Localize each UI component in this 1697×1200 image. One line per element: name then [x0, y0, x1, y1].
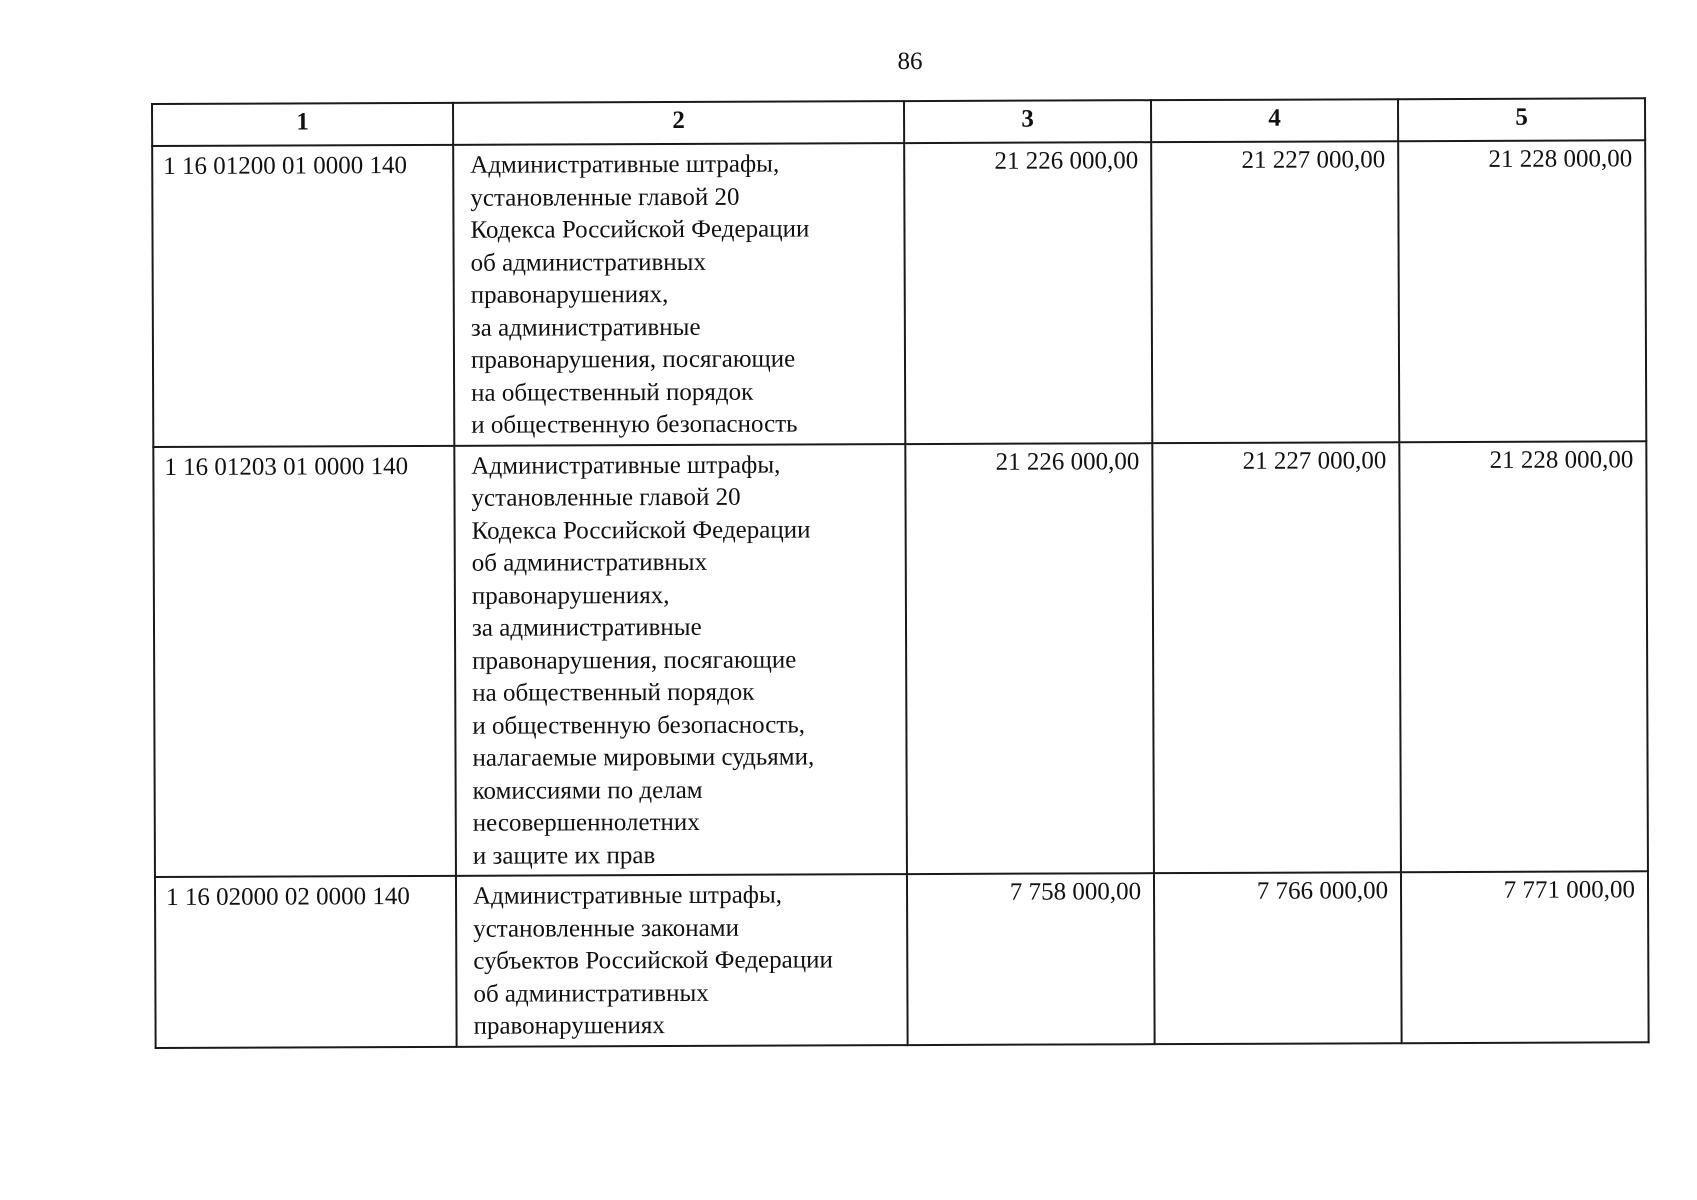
table-row: [152, 140, 1646, 446]
table-row: [153, 441, 1648, 877]
row-value-col3: 21 226 000,00: [904, 142, 1152, 443]
row-code: 1 16 01203 01 0000 140: [153, 445, 456, 877]
row-value-col5: 21 228 000,00: [1398, 140, 1646, 441]
revenue-table: [151, 97, 1650, 1048]
column-header-1: 1: [152, 103, 453, 146]
row-value-col3: 7 758 000,00: [907, 873, 1155, 1044]
column-header-4: 4: [1151, 99, 1398, 142]
row-value-col3: 21 226 000,00: [905, 443, 1154, 874]
row-value-col5: 21 228 000,00: [1399, 441, 1648, 872]
row-value-col4: 21 227 000,00: [1152, 442, 1401, 873]
row-value-col5: 7 771 000,00: [1401, 871, 1649, 1042]
row-code: 1 16 01200 01 0000 140: [152, 145, 454, 447]
row-code: 1 16 02000 02 0000 140: [155, 876, 457, 1048]
column-header-3: 3: [904, 100, 1151, 143]
row-description: Административные штрафы, установленные главой 20 Кодекса Российской Федерации об административных правонарушениях, за административные правонарушения, посягающие на общественный порядок и общественную безопасность: [453, 143, 905, 445]
row-value-col4: 7 766 000,00: [1154, 872, 1402, 1043]
column-header-2: 2: [453, 101, 904, 145]
page-number: 86: [897, 48, 923, 75]
table-row: [155, 871, 1649, 1047]
column-header-5: 5: [1398, 98, 1645, 141]
row-description: Административные штрафы, установленные законами субъектов Российской Федерации об административных правонарушениях: [456, 874, 908, 1046]
header-row: [152, 98, 1645, 146]
row-value-col4: 21 227 000,00: [1151, 141, 1399, 442]
row-description: Административные штрафы, установленные главой 20 Кодекса Российской Федерации об административных правонарушениях, за административные правонарушения, посягающие на общественный порядок и общественную безопасность, налагаемые мировыми судьями, комиссиями по делам несовершеннолетних и защите их прав: [454, 444, 907, 876]
